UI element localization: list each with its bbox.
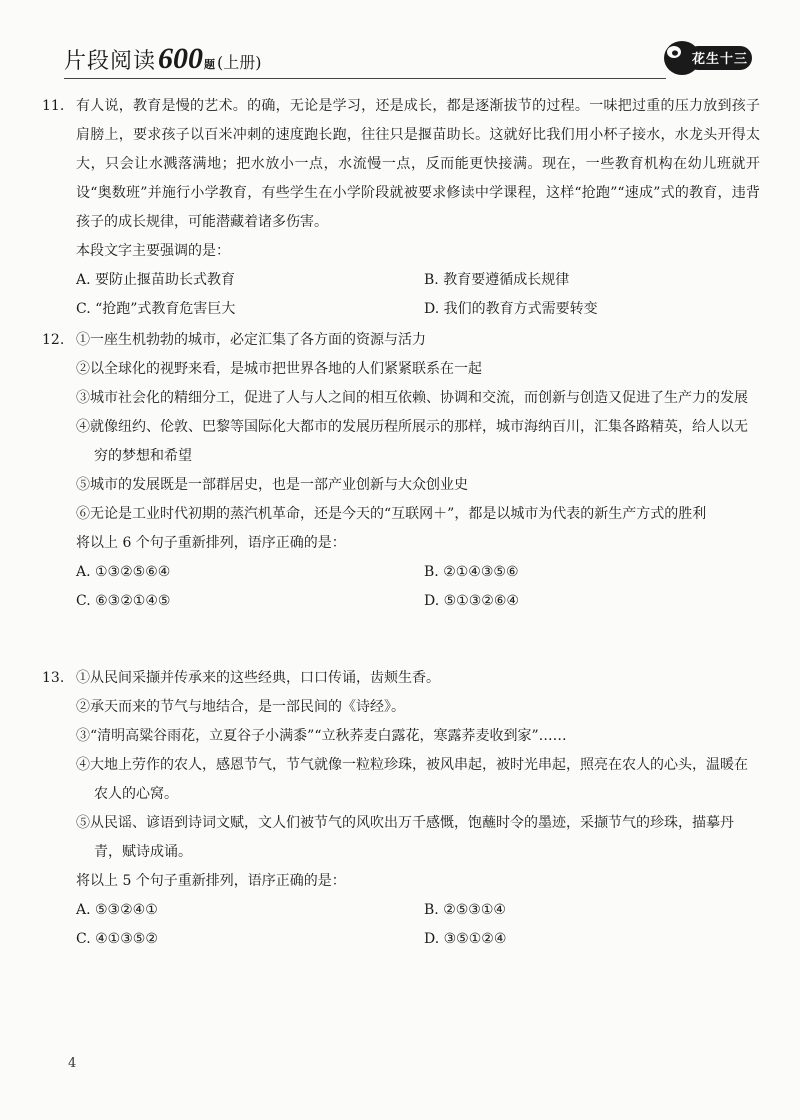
publisher-logo-text: 花生十三 (692, 52, 749, 67)
sentence-item: ⑤城市的发展既是一部群居史，也是一部产业创新与大众创业史 (76, 477, 468, 493)
option-d: D. ⑤①③②⑥④ (424, 593, 519, 609)
page-number: 4 (68, 1056, 77, 1071)
sentence-item: ⑤从民谣、谚语到诗词文赋，文人们被节气的风吹出万千感慨，饱蘸时令的墨迹，采撷节气的珍珠，描摹丹青，赋诗成诵。 (76, 815, 734, 860)
question-number: 11. (42, 98, 65, 114)
question-prompt: 将以上 5 个句子重新排列，语序正确的是： (76, 873, 346, 889)
question-11 (42, 92, 760, 324)
sentence-item: ③“清明高粱谷雨花，立夏谷子小满黍”“立秋荞麦白露花，寒露荞麦收到家”…… (76, 728, 567, 744)
header-divider (64, 78, 666, 79)
sentence-item: ②承天而来的节气与地结合，是一部民间的《诗经》。 (76, 699, 405, 715)
option-b: B. ②①④③⑤⑥ (424, 564, 519, 580)
question-prompt: 将以上 6 个句子重新排列，语序正确的是： (76, 535, 346, 551)
book-title (64, 42, 262, 76)
book-title-number: 600 (158, 42, 204, 75)
answer-options (76, 558, 760, 616)
option-d: D. ③⑤①②④ (424, 931, 507, 947)
option-a: A. ①③②⑤⑥④ (76, 564, 171, 580)
question-prompt: 本段文字主要强调的是： (76, 243, 230, 259)
question-number: 13. (42, 670, 65, 686)
question-12 (42, 326, 760, 616)
page-header (64, 36, 754, 86)
question-passage: 有人说，教育是慢的艺术。的确，无论是学习，还是成长，都是逐渐拔节的过程。一味把过重的压力放到孩子肩膀上，要求孩子以百米冲刺的速度跑长跑，往往只是揠苗助长。这就好比我们用小杯子接水，水龙头开得太大，只会让水溅落满地；把水放小一点，水流慢一点，反而能更快接满。现在，一些教育机构在幼儿班就开设“奥数班”并施行小学教育，有些学生在小学阶段就被要求修读中学课程，这样“抢跑”“速成”式的教育，违背孩子的成长规律，可能潜藏着诸多伤害。 (76, 98, 760, 230)
option-a: A. ⑤③②④① (76, 902, 158, 918)
option-c: C. “抢跑”式教育危害巨大 (76, 301, 236, 317)
question-number: 12. (42, 332, 65, 348)
option-a: A. 要防止揠苗助长式教育 (76, 272, 236, 288)
option-c: C. ④①③⑤② (76, 931, 158, 947)
publisher-logo (662, 38, 754, 78)
answer-options (76, 896, 760, 954)
sentence-item: ③城市社会化的精细分工，促进了人与人之间的相互依赖、协调和交流，而创新与创造又促进了生产力的发展 (76, 390, 748, 406)
sentence-item: ⑥无论是工业时代初期的蒸汽机革命，还是今天的“互联网＋”，都是以城市为代表的新生产方式的胜利 (76, 506, 707, 522)
book-title-main: 片段阅读 (64, 49, 157, 74)
option-b: B. ②⑤③①④ (424, 902, 506, 918)
option-b: B. 教育要遵循成长规律 (424, 272, 570, 288)
question-13 (42, 664, 760, 954)
book-title-volume: (上册) (217, 53, 262, 72)
sentence-item: ④就像纽约、伦敦、巴黎等国际化大都市的发展历程所展示的那样，城市海纳百川，汇集各路精英，给人以无穷的梦想和希望 (76, 419, 748, 464)
book-title-unit: 题 (204, 58, 216, 71)
sentence-item: ①一座生机勃勃的城市，必定汇集了各方面的资源与活力 (76, 332, 426, 348)
option-c: C. ⑥③②①④⑤ (76, 593, 171, 609)
sentence-item: ④大地上劳作的农人，感恩节气，节气就像一粒粒珍珠，被风串起，被时光串起，照亮在农人的心头，温暖在农人的心窝。 (76, 757, 748, 802)
option-d: D. 我们的教育方式需要转变 (424, 301, 598, 317)
sentence-item: ①从民间采撷并传承来的这些经典，口口传诵，齿颊生香。 (76, 670, 440, 686)
answer-options (76, 266, 760, 324)
sentence-item: ②以全球化的视野来看，是城市把世界各地的人们紧紧联系在一起 (76, 361, 482, 377)
